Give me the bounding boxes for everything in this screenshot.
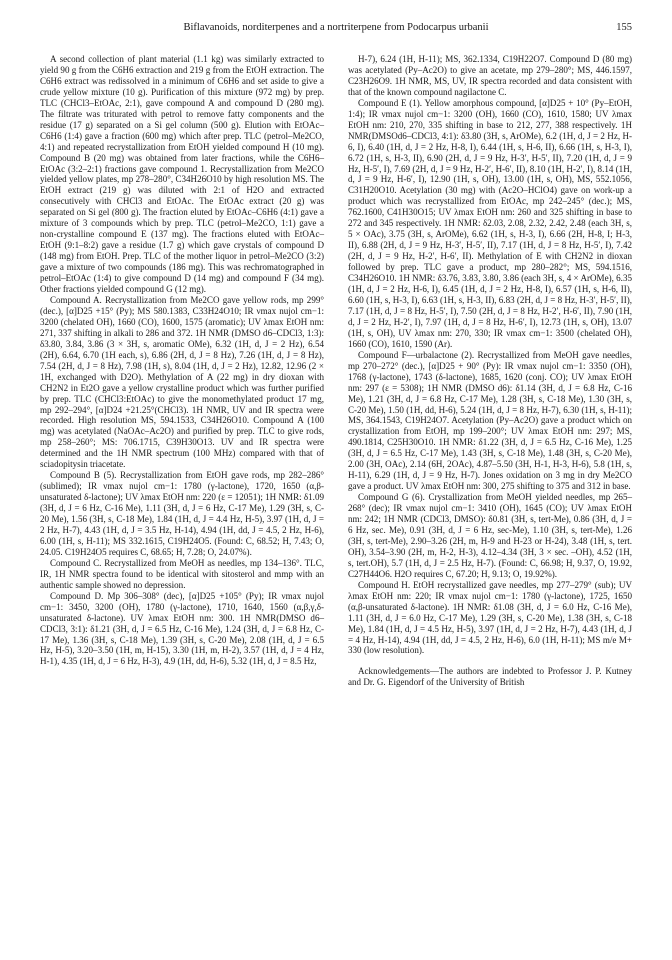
paragraph-compound-c: Compound C. Recrystallized from MeOH as needles, mp 134–136°. TLC, IR, 1H NMR spectra found to be identical with sitosterol and mmp with an authentic sample showed no depression.: [40, 557, 324, 590]
paragraph-compound-a: Compound A. Recrystallization from Me2CO gave yellow rods, mp 299° (dec.), [α]D25 +15° (Py); MS 580.1383, C33H24O10; IR νmax nujol cm−1: 3200 (chelated OH), 1660 (CO), 1600, 1575 (aromatic); UV λmax EtOH nm: 271, 337 shifting in alkali to 286 and 372. 1H NMR (DMSO d6–CDCl3, 1:3): δ3.80, 3.84, 3.86 (3 × 3H, s, aromatic OMe), 6.32 (1H, d, J = 2 Hz), 6.54 (2H), 6.64, 6.70 (1H each, s), 6.86 (2H, d, J = 8 Hz), 7.26 (1H, d, J = 8 Hz), 7.54 (2H, d, J = 8 Hz), 7.98 (1H, s), 8.04 (1H, d, J = 2 Hz), 12.82, 12.96 (2 × 1H, exchanged with D2O). Methylation of A (22 mg) in dry dioxan with CH2N2 in Et2O gave a yellow crystalline product which was further purified by prep. TLC (CHCl3:EtOAc) to give the monomethylated product 17 mg, mp 292–294°, [α]D24 +21.25°(CHCl3). 1H NMR, UV and IR spectra were recorded. High resolution MS, 594.1533, C34H26O10. Compound A (100 mg) was acetylated (NaOAc–Ac2O) and purified by prep. TLC to give rods, mp 258–260°; MS: 706.1715, C39H30O13. UV and IR spectra were determined and the 1H NMR spectrum (100 MHz) compared with that of sciadopitysin triacetate.: [40, 294, 324, 470]
paragraph-compound-g: Compound G (6). Crystallization from MeOH yielded needles, mp 265–268° (dec); IR νmax nujol cm−1: 3410 (OH), 1645 (CO); UV λmax EtOH nm: 242; 1H NMR (CDCl3, DMSO): δ0.81 (3H, s, tert-Me), 0.86 (3H, d, J = 6 Hz, sec. Me), 0.91 (3H, d, J = 6 Hz, sec-Me), 1.10 (3H, s, tert-Me), 1.26 (3H, s, tert-Me), 2.90–3.26 (2H, m, H-9 and H-23 or H-24), 3.48 (1H, s, tert. OH), 3.54–3.90 (2H, m, H-2, H-3), 4.12–4.34 (3H, 3 × sec. –OH), 4.52 (1H, s, tert.OH), 5.7 (1H, d, J = 2.5 Hz, H-7). (Found: C, 66.98; H, 9.37, O, 19.92, C27H44O6. H2O requires C, 67.20; H, 9.13; O, 19.92%).: [348, 492, 632, 579]
paragraph-compound-e: Compound E (1). Yellow amorphous compound, [α]D25 + 10° (Py–EtOH, 1:4); IR νmax nujol cm−1: 3200 (OH), 1660 (CO), 1610, 1580; UV λmax EtOH nm: 210, 270, 335 shifting in base to 212, 277, 388 respectively. 1H NMR(DMSOd6–CDCl3, 4:1): δ3.80 (3H, s, ArOMe), 6.2 (1H, d, J = 2 Hz, H-6, I), 6.40 (1H, d, J = 2 Hz, H-8, I), 6.44 (1H, s, H-6, II), 6.66 (1H, s, H-3, I), 6.72 (1H, s, H-3, II), 6.90 (2H, d, J = 9 Hz, H-3′, H-5′, II), 7.20 (1H, d, J = 9 Hz, H-5′, I), 7.69 (2H, d, J = 9 Hz, H-2′, H-6′, II), 8.10 (1H, H-2′, I), 8.14 (1H, d, J = 9 Hz, H-6′, I), 12.90 (1H, s, OH), 13.00 (1H, s, OH), MS, 552.1056, C31H20O10. Acetylation (30 mg) with (Ac2O–HClO4) gave on work-up a product which was recrystallized from EtOAc, mp 242–245° (dec.); MS, 762.1600, C41H30O15; UV λmax EtOH nm: 260 and 325 shifting in base to 272 and 345 respectively. 1H NMR: δ2.03, 2.08, 2.32, 2.42, 2.48 (each 3H, s, 5 × OAc), 3.75 (3H, s, ArOMe), 6.62 (1H, s, H-3, I), 6.66 (2H, H-8, I; H-3, II), 6.88 (2H, d, J = 9 Hz, H-3′, H-5′, II), 7.17 (1H, d, J = 8 Hz, H-5′, I), 7.42 (2H, d, J = 9 Hz, H-2′, H-6′, II). Methylation of E with CH2N2 in dioxan followed by prep. TLC gave a product, mp 280–282°; MS, 594.1516, C34H26O10. 1H NMR: δ3.76, 3.83, 3.80, 3.86 (each 3H, s, 4 × ArOMe), 6.35 (1H, d, J = 2 Hz, H-6, I), 6.45 (1H, d, J = 2 Hz, H-8, I), 6.57 (1H, s, H-6, II), 6.60 (1H, s, H-3, I), 6.63 (1H, s, H-3, II), 6.83 (2H, d, J = 8 Hz, H-3′, H-5′, II), 7.17 (1H, d, J = 8 Hz, H-5′, I), 7.50 (2H, d, J = 8 Hz, H-2′, H-6′, II), 7.90 (1H, d, J = 2 Hz, H-2′, I), 7.97 (1H, d, J = 8 Hz, H-6′, I), 12.73 (1H, s, OH), 13.07 (1H, s, OH), UV λmax nm: 270, 330; IR νmax cm−1: 3500 (chelated OH), 1660 (CO), 1610, 1590 (Ar).: [348, 97, 632, 349]
paragraph-compound-d: Compound D. Mp 306–308° (dec), [α]D25 +105° (Py); IR νmax nujol cm−1: 3450, 3200 (OH), 1780 (γ-lactone), 1710, 1640, 1560 (α,β,γ,δ-unsaturated δ-lactone). UV λmax EtOH nm: 300. 1H NMR(DMSO d6–CDCl3, 3:1): δ1.21 (3H, d, J = 6.5 Hz, C-16 Me), 1.24 (3H, d, J = 6.8 Hz, C-17 Me), 1.36 (3H, s, C-18 Me), 1.39 (3H, s, C-20 Me), 2.08 (1H, d, J = 6.5 Hz, H-5), 3.20–3.50 (1H, m, H-15), 3.30 (1H, m, H-2), 3.57 (1H, d, J = 4 Hz, H-1), 4.35 (1H, d, J = 6 Hz, H-3), 4.9 (1H, dd, H-6), 5.32 (1H, d, J = 8.5 Hz,: [40, 590, 324, 667]
acknowledgements: Acknowledgements—The authors are indebted to Professor J. P. Kutney and Dr. G. Eigendorf of the University of British: [348, 666, 632, 688]
right-column: [348, 54, 632, 688]
running-header: [40, 22, 632, 36]
paragraph-extraction: A second collection of plant material (1.1 kg) was similarly extracted to yield 90 g from the C6H6 extraction and 219 g from the EtOH extraction. The C6H6 extract was redissolved in a minimum of C6H6 and set aside to give a crude yellow mixture (10 g). Purification of this mixture (972 mg) by prep. TLC (CHCl3–EtOAc, 2:1), gave compound A and compound D (280 mg). The filtrate was triturated with petrol to remove fatty components and the residue (17 g) separated on a Si gel column (500 g). Elution with EtOAc–C6H6 (1:4) gave a fraction (600 mg) which after prep. TLC (petrol–Me2CO, 4:1) and repeated recrystallization from EtOH yielded compound H (10 mg). Compound B (20 mg) was obtained from later fractions, while the C6H6–EtOAc (3:2–2:1) fractions gave compound 1. Recrystallization from Me2CO yielded yellow plates, mp 278–280°, C34H26O10 by high resolution MS. The EtOH extract (219 g) was diluted with 2:1 of H2O and extracted consecutively with CHCl3 and EtOAc. The EtOAc extract (20 g) was separated on Si gel (800 g). The fraction eluted by EtOAc–C6H6 (4:1) gave a mixture of 3 compounds which by prep. TLC (petrol–Me2CO, 1:1) gave a non-crystalline compound E (137 mg). The fractions eluted with EtOAc–EtOH (9:1–8:2) gave a residue (1.7 g) which gave crystals of compound D (148 mg) from EtOH. Prep. TLC of the mother liquor in petrol–Me2CO (3:2) gave a mixture of two compounds (186 mg). This was rechromatographed in petrol–EtOAc (1:4) to give compound D (14 mg) and compound F (34 mg). Other fractions yielded compound G (12 mg).: [40, 54, 324, 295]
paragraph-compound-f: Compound F—urbalactone (2). Recrystallized from MeOH gave needles, mp 270–272° (dec.), [α]D25 + 90° (Py): IR νmax nujol cm−1: 3350 (OH), 1768 (γ-lactone), 1743 (δ-lactone), 1685, 1620 (conj. CO); UV λmax EtOH nm: 297 (ε = 5308); 1H NMR (DMSO d6): δ1.14 (3H, d, J = 6.8 Hz, C-16 Me), 1.21 (3H, d, J = 6.8 Hz, C-17 Me), 1.28 (3H, s, C-18 Me), 1.30 (3H, s, C-20 Me), 1.50 (1H, dd, H-6), 5.24 (1H, d, J = 8 Hz, H-7), 6.30 (1H, s, H-11); MS, 364.1543, C19H24O7. Acetylation (Py–Ac2O) gave a product which on crystallization from EtOH, mp 199–200°; UV λmax EtOH nm: 297; MS, 490.1814, C25H30O10. 1H NMR: δ1.22 (3H, d, J = 6.5 Hz, C-16 Me), 1.25 (3H, d, J = 6.5 Hz, C-17 Me), 1.43 (3H, s, C-18 Me), 1.48 (3H, s, C-20 Me), 2.00 (3H, OAc), 2.14 (6H, 2OAc), 4.87–5.50 (3H, H-1, H-3, H-6), 5.8 (1H, s, H-11), 6.29 (1H, d, J = 9 Hz, H-7). Jones oxidation on 3 mg in dry Me2CO gave a product. UV λmax EtOH nm: 300, 275 shifting to 375 and 312 in base.: [348, 349, 632, 492]
paragraph-compound-b: Compound B (5). Recrystallization from EtOH gave rods, mp 282–286° (sublimed); IR νmax nujol cm−1: 1780 (γ-lactone), 1720, 1650 (α,β-unsaturated δ-lactone); UV λmax EtOH nm: 220 (ε = 12051); 1H NMR: δ1.09 (3H, d, J = 6 Hz, C-16 Me), 1.11 (3H, d, J = 6 Hz, C-17 Me), 1.29 (3H, s, C-20 Me), 1.56 (3H, s, C-18 Me), 1.84 (1H, d, J = 4.4 Hz, H-5), 3.97 (1H, d, J = 2 Hz, H-7), 4.43 (1H, d, J = 3.5 Hz, H-14), 4.94 (1H, dd, J = 4.5, 2 Hz, H-6), 6.00 (1H, s, H-11); MS 332.1615, C19H24O5. (Found: C, 68.52; H, 7.43; O, 24.05. C19H24O5 requires C, 68.65; H, 7.28; O, 24.07%).: [40, 470, 324, 557]
paragraph-compound-h: Compound H. EtOH recrystallized gave needles, mp 277–279° (sub); UV λmax EtOH nm: 220; IR νmax nujol cm−1: 1780 (γ-lactone), 1725, 1650 (α,β-unsaturated δ-lactone). 1H NMR: δ1.08 (3H, d, J = 6.0 Hz, C-16 Me), 1.11 (3H, d, J = 6.0 Hz, C-17 Me), 1.29 (3H, s, C-20 Me), 1.38 (3H, s, C-18 Me), 1.84 (1H, d, J = 4.5 Hz, H-5), 3.97 (1H, d, J = 2 Hz, H-7), 4.43 (1H, d, J = 4 Hz, H-14), 4.94 (1H, dd, J = 4.5, 2 Hz, H-6), 6.0 (1H, H-11); MS m/e M+ 330 (low resolution).: [348, 579, 632, 656]
page-number: 155: [616, 22, 632, 33]
running-title: Biflavanoids, norditerpenes and a nortriterpene from Podocarpus urbanii: [183, 22, 489, 33]
left-column: [40, 54, 324, 667]
paragraph-compound-d-cont: H-7), 6.24 (1H, H-11); MS, 362.1334, C19H22O7. Compound D (80 mg) was acetylated (Py–Ac2O) to give an acetate, mp 279–280°; MS, 446.1597, C23H26O9. 1H NMR, MS, UV, IR spectra recorded and data consistent with that of the known compound nagilactone C.: [348, 54, 632, 97]
